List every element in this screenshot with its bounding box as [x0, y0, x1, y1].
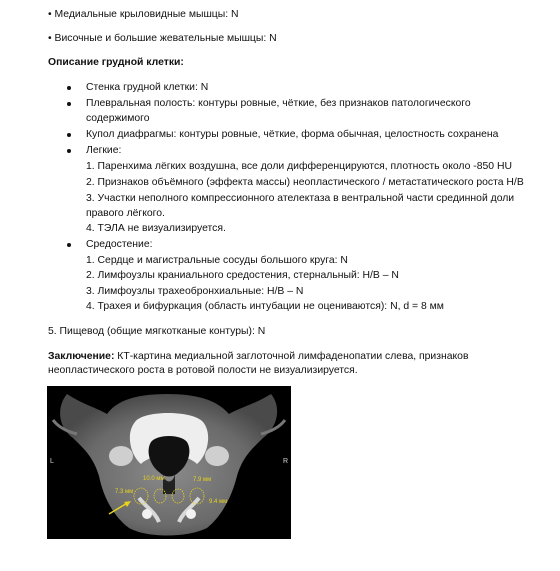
measurement-label-2: 10.0 мм: [143, 476, 165, 482]
conclusion-line1: [48, 350, 468, 363]
section-heading-chest: Описание грудной клетки:: [48, 57, 184, 68]
top-item-temporal: • Височные и большие жевательные мышцы: N: [48, 33, 277, 44]
top-item-pterygoid: • Медиальные крыловидные мышцы: N: [48, 9, 239, 20]
lungs-title: Легкие:: [86, 145, 122, 156]
right-marker: R: [283, 458, 289, 465]
diaphragm-item: Купол диафрагмы: контуры ровные, чёткие, форма обычная, целостность сохранена: [86, 129, 499, 140]
conclusion-line2: неопластического роста в ротовой полости не визуализируется.: [48, 365, 358, 376]
measurement-label-3: 7.9 мм: [193, 477, 212, 483]
mediastinum-item-2: 2. Лимфоузлы краниального средостения, стернальный: Н/В – N: [86, 270, 399, 281]
lungs-item-3-line2: правого лёгкого.: [86, 208, 165, 219]
measurement-label-1: 7.3 мм: [115, 489, 134, 495]
conclusion-text: КТ-картина медиальной заглоточной лимфаденопатии слева, признаков: [114, 351, 469, 362]
lungs-item-2: 2. Признаков объёмного (эффекта массы) неопластического / метастатического роста Н/В: [86, 177, 524, 188]
right-bone: [205, 446, 229, 466]
lungs-item-1: 1. Паренхима лёгких воздушна, все доли дифференцируются, плотность около -850 HU: [86, 161, 512, 172]
esophagus-item: 5. Пищевод (общие мягкотканые контуры): N: [48, 326, 266, 337]
left-bone: [109, 446, 133, 466]
ct-scan-drawing: [47, 386, 291, 539]
left-marker: L: [50, 458, 54, 465]
bullet-icon: [67, 133, 71, 137]
bullet-icon: [67, 102, 71, 106]
ct-scan-image: [47, 386, 291, 539]
lungs-item-3-line1: 3. Участки неполного компрессионного ателектаза в вентральной части срединной доли: [86, 193, 515, 204]
left-tooth: [142, 509, 152, 519]
mediastinum-title: Средостение:: [86, 239, 153, 250]
bullet-icon: [67, 86, 71, 90]
mediastinum-item-4: 4. Трахея и бифуркация (область интубации не оцениваются): N, d = 8 мм: [86, 301, 444, 312]
right-tooth: [186, 509, 196, 519]
conclusion-label: Заключение:: [48, 351, 115, 362]
mediastinum-item-3: 3. Лимфоузлы трахеобронхиальные: Н/В – N: [86, 286, 304, 297]
lungs-item-4: 4. ТЭЛА не визуализируется.: [86, 223, 226, 234]
mediastinum-item-1: 1. Сердце и магистральные сосуды большого круга: N: [86, 255, 348, 266]
chest-wall-item: Стенка грудной клетки: N: [86, 82, 209, 93]
pleural-item-line1: Плевральная полость: контуры ровные, чёткие, без признаков патологического: [86, 98, 471, 109]
measurement-label-4: 9.4 мм: [209, 499, 228, 505]
bullet-icon: [67, 149, 71, 153]
pleural-item-line2: содержимого: [86, 113, 150, 124]
bullet-icon: [67, 243, 71, 247]
